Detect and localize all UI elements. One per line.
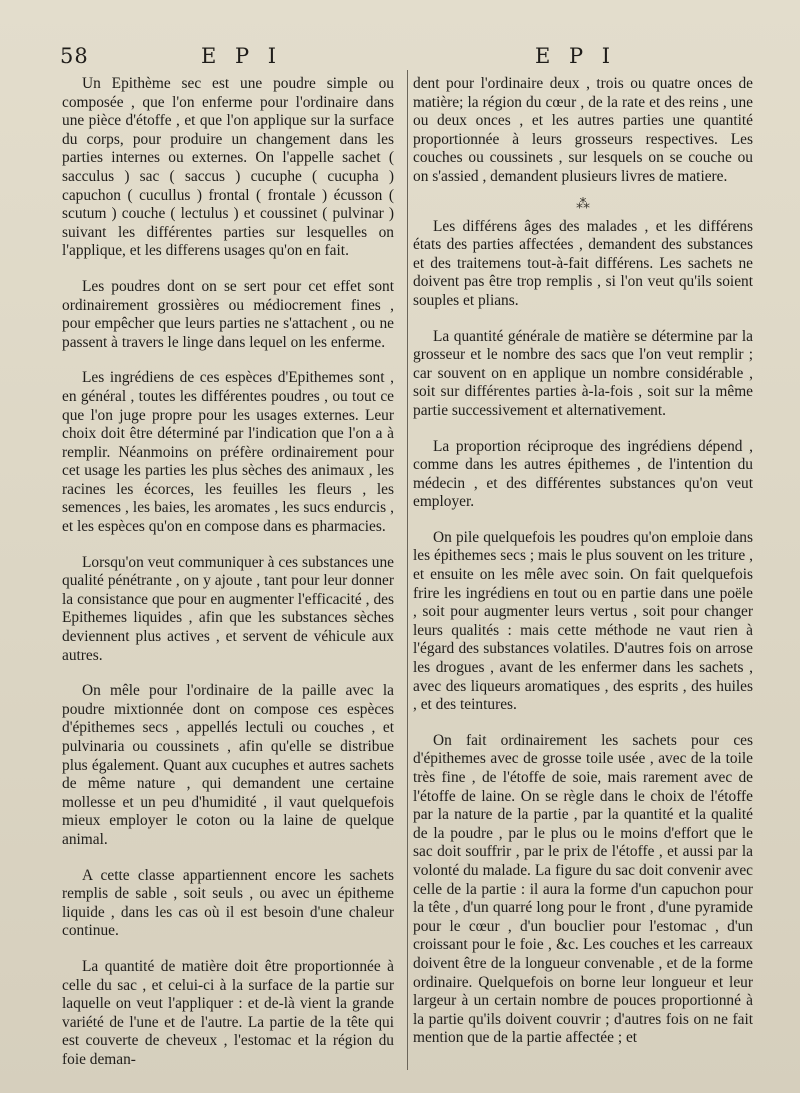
paragraph: La quantité de matière doit être proportionnée à celle du sac , et celui-ci à la surface de la partie sur laquelle on veut l'appliquer : et de-là vient la grande variété de l'une et de l'autre. La partie de la tête qui est couverte de cheveux , l'estomac et la région du foie deman- (62, 957, 394, 1068)
paragraph: La proportion réciproque des ingrédiens dépend , comme dans les autres épithemes , de l'intention du médecin , et des différentes substances qu'on veut employer. (413, 437, 753, 511)
paragraph: dent pour l'ordinaire deux , trois ou quatre onces de matière; la région du cœur , de la rate et des reins , une ou deux onces , et les autres parties une quantité proportionnée à leurs grosseurs respectives. Les couches ou coussinets , sur lesquels on se couche ou on s'assied , demandent plusieurs livres de matiere. (413, 75, 753, 185)
page-number: 58 (60, 44, 89, 68)
running-head-left: E P I (201, 44, 283, 68)
ornament-glyph: ⁂ (576, 196, 590, 212)
paragraph: Les poudres dont on se sert pour cet effet sont ordinairement grossières ou médiocrement fines , pour empêcher que leurs parties ne s'attachent , ou ne passent à travers le linge dans lequel on les enferme. (62, 277, 394, 351)
page-header (60, 44, 768, 74)
paragraph: La quantité générale de matière se détermine par la grosseur et le nombre des sacs que l'on veut remplir ; car souvent on en applique un nombre considérable , soit sur différentes parties à-la-fois , soit sur la même partie successivement et alternativement. (413, 327, 753, 419)
paragraph: A cette classe appartiennent encore les sachets remplis de sable , soit seuls , ou avec un épitheme liquide , dans les cas où il est besoin d'une chaleur continue. (62, 866, 394, 940)
paragraph: On mêle pour l'ordinaire de la paille avec la poudre mixtionnée dont on compose ces espèces d'épithemes secs , appellés lectuli ou couches , et pulvinaria ou coussinets , afin qu'elle se distribue plus également. Quant aux cucuphes et autres sachets de même nature , qui demandent une certaine mollesse et un peu d'humidité , il vaut quelquefois mieux employer le coton ou la laine de quelque animal. (62, 682, 394, 848)
column-divider (407, 70, 408, 1070)
running-head-right: E P I (535, 44, 617, 68)
paragraph: Un Epithème sec est une poudre simple ou composée , que l'on enferme pour l'ordinaire dans une pièce d'étoffe , et que l'on applique sur la surface du corps, pour produire un changement dans les parties internes ou externes. On l'appelle sachet ( sacculus ) sac ( saccus ) cucuphe ( cucupha ) capuchon ( cucullus ) frontal ( frontale ) écusson ( scutum ) couche ( lectulus ) et coussinet ( pulvinar ) suivant les différentes parties sur lesquelles on l'applique, et les differens usages qu'on en fait. (62, 75, 394, 260)
right-column (413, 75, 753, 1065)
paragraph: Les différens âges des malades , et les différens états des parties affectées , demandent des substances et des traitemens tout-à-fait différens. Les sachets ne doivent pas être trop remplis , si l'on veut qu'ils soient souples et plians. (413, 217, 753, 309)
paragraph: On pile quelquefois les poudres qu'on emploie dans les épithemes secs ; mais le plus souvent on les triture , et ensuite on les mêle avec soin. On fait quelquefois frire les ingrédiens en tout ou en partie dans une poële , soit pour augmenter leurs vertus , soit pour changer leurs qualités : mais cette méthode ne vaut rien à l'égard des substances volatiles. D'autres fois on arrose les drogues , avant de les enfermer dans les sachets , avec des liqueurs aromatiques , des esprits , des huiles , et des teintures. (413, 528, 753, 714)
paragraph: Lorsqu'on veut communiquer à ces substances une qualité pénétrante , on y ajoute , tant pour leur donner la consistance que pour en augmenter l'efficacité , des Epithemes liquides , afin que les substances sèches deviennent plus actives , et servent de véhicule aux autres. (62, 553, 394, 664)
paragraph: Les ingrédiens de ces espèces d'Epithemes sont , en général , toutes les différentes poudres , ou tout ce que l'on juge propre pour les usages externes. Leur choix doit être déterminé par l'indication que l'on a à remplir. Néanmoins on préfère ordinairement pour cet usage les parties les plus sèches des animaux , les racines les écorces, les feuilles les fleurs , les semences , les baies, les aromates , les sucs endurcis , et les espèces qu'on en compose dans es pharmacies. (62, 369, 394, 536)
left-column (62, 75, 394, 1087)
paragraph: On fait ordinairement les sachets pour ces d'épithemes avec de grosse toile usée , avec de la toile très fine , de l'étoffe de soie, mais rarement avec de l'étoffe de laine. On se règle dans le choix de l'étoffe par la nature de la partie , par la quantité et la qualité de la poudre , par le plus ou le moins d'effort que le sac doit souffrir , par le prix de l'étoffe , et aussi par la volonté du malade. La figure du sac doit convenir avec celle de la partie : il aura la forme d'un capuchon pour la tête , d'un quarré long pour le front , d'une pyramide pour le cœur , d'un bouclier pour l'estomac , d'un croissant pour le foie , &c. Les couches et les carreaux doivent être de la longueur convenable , et de la forme ordinaire. Quelquefois on borne leur longueur et leur largeur à un certain nombre de pouces proportionné à la partie qu'ils doivent couvrir ; d'autres fois on ne fait mention que de la partie affectée ; et (413, 731, 753, 1047)
